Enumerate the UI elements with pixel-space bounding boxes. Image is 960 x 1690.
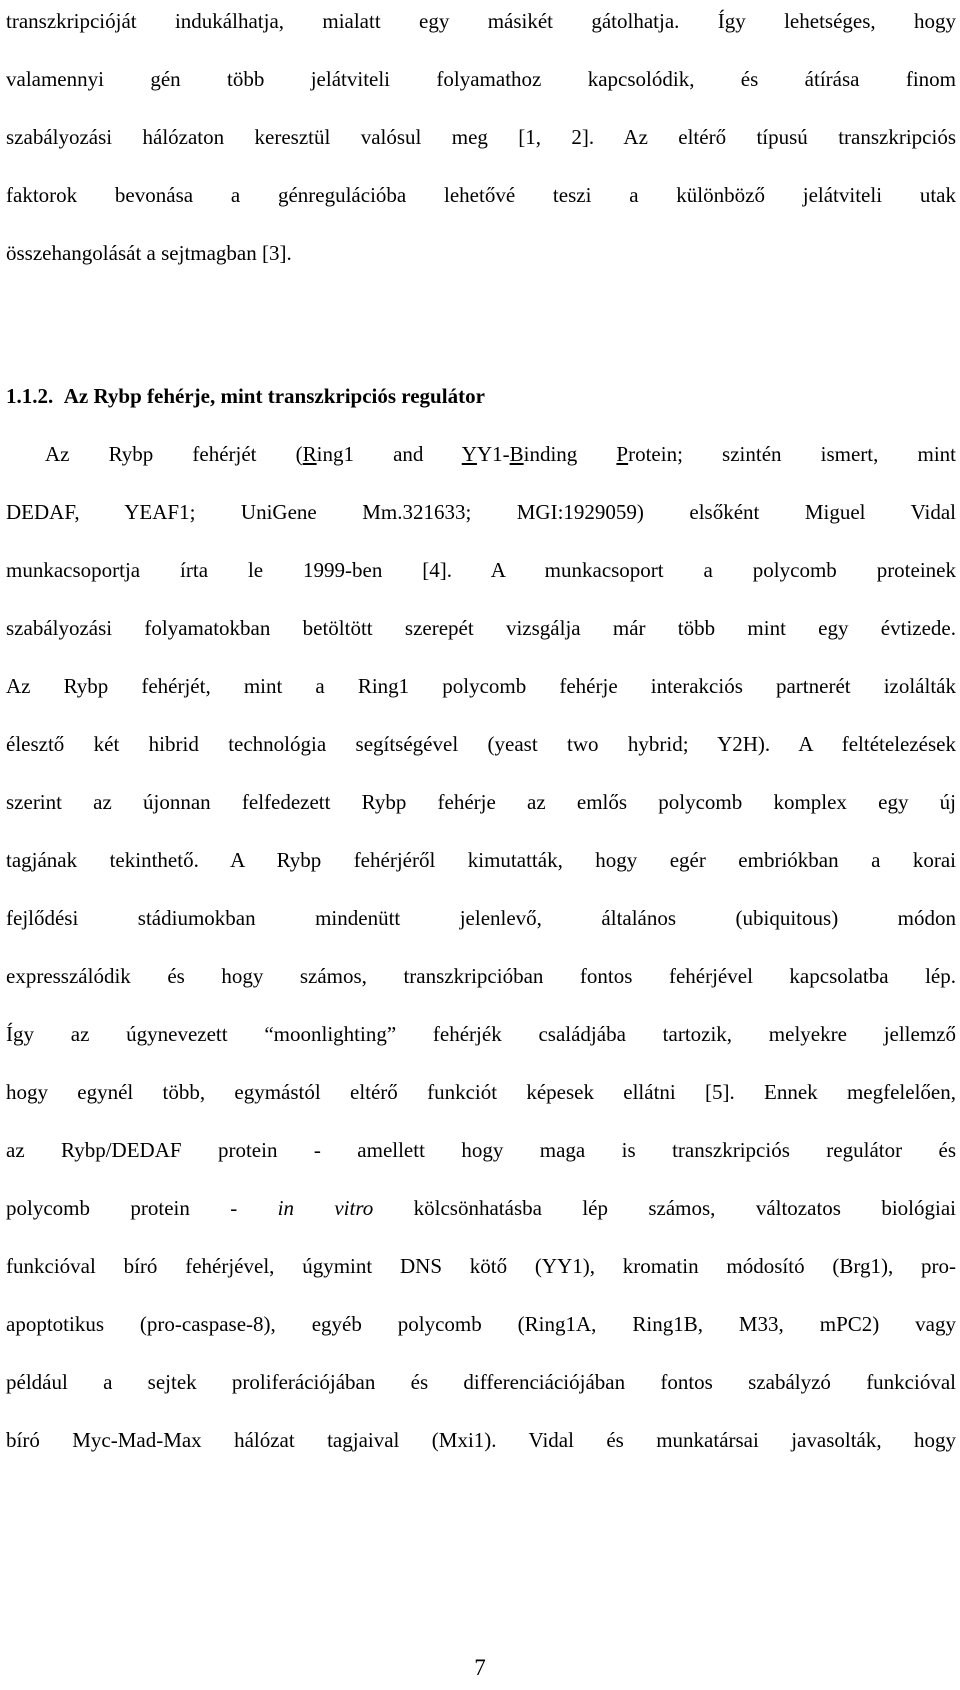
text-line: Így az úgynevezett “moonlighting” fehérjék családjába tartozik, melyekre jellemző [6, 1022, 956, 1046]
text-line: valamennyi gén több jelátviteli folyamathoz kapcsolódik, és átírása finom [6, 67, 956, 91]
section-number: 1.1.2. [6, 384, 54, 408]
text-line: szabályozási hálózaton keresztül valósul meg [1, 2]. Az eltérő típusú transzkripciós [6, 125, 956, 149]
text-line: funkcióval bíró fehérjével, úgymint DNS kötő (YY1), kromatin módosító (Brg1), pro- [6, 1254, 956, 1278]
text-line: összehangolását a sejtmagban [3]. [6, 241, 292, 265]
text-line: transzkripcióját indukálhatja, mialatt egy másikét gátolhatja. Így lehetséges, hogy [6, 9, 956, 33]
text-line: fejlődési stádiumokban mindenütt jelenlevő, általános (ubiquitous) módon [6, 906, 956, 930]
text-line: Az Rybp fehérjét, mint a Ring1 polycomb fehérje interakciós partnerét izolálták [6, 674, 956, 698]
italic-term: in vitro [277, 1196, 374, 1220]
text-line: bíró Myc-Mad-Max hálózat tagjaival (Mxi1). Vidal és munkatársai javasolták, hogy [6, 1428, 956, 1452]
text-line: például a sejtek proliferációjában és differenciációjában fontos szabályzó funkcióval [6, 1370, 956, 1394]
section-heading [6, 383, 956, 409]
section-title: Az Rybp fehérje, mint transzkripciós regulátor [63, 384, 485, 408]
text-line: szabályozási folyamatokban betöltött szerepét vizsgálja már több mint egy évtizede. [6, 616, 956, 640]
text-line: polycomb protein - in vitro kölcsönhatásba lép számos, változatos biológiai [6, 1196, 957, 1220]
text-line: faktorok bevonása a génregulációba lehetővé teszi a különböző jelátviteli utak [6, 183, 956, 207]
text-line: DEDAF, YEAF1; UniGene Mm.321633; MGI:1929059) elsőként Miguel Vidal [6, 500, 956, 524]
text-line: expresszálódik és hogy számos, transzkripcióban fontos fehérjével kapcsolatba lép. [6, 964, 956, 988]
text-line: az Rybp/DEDAF protein - amellett hogy maga is transzkripciós regulátor és [6, 1138, 956, 1162]
text-line: munkacsoportja írta le 1999-ben [4]. A munkacsoport a polycomb proteinek [6, 558, 956, 582]
text-line: élesztő két hibrid technológia segítségével (yeast two hybrid; Y2H). A feltételezések [6, 732, 956, 756]
text-line: szerint az újonnan felfedezett Rybp fehérje az emlős polycomb komplex egy új [6, 790, 956, 814]
text-line: tagjának tekinthető. A Rybp fehérjéről kimutatták, hogy egér embriókban a korai [6, 848, 956, 872]
text-line: Az Rybp fehérjét (Ring1 and YY1-Binding Protein; szintén ismert, mint [45, 442, 957, 466]
text-line: hogy egynél több, egymástól eltérő funkciót képesek ellátni [5]. Ennek megfelelően, [6, 1080, 956, 1104]
text-line: apoptotikus (pro-caspase-8), egyéb polycomb (Ring1A, Ring1B, M33, mPC2) vagy [6, 1312, 956, 1336]
page-number: 7 [474, 1655, 486, 1680]
